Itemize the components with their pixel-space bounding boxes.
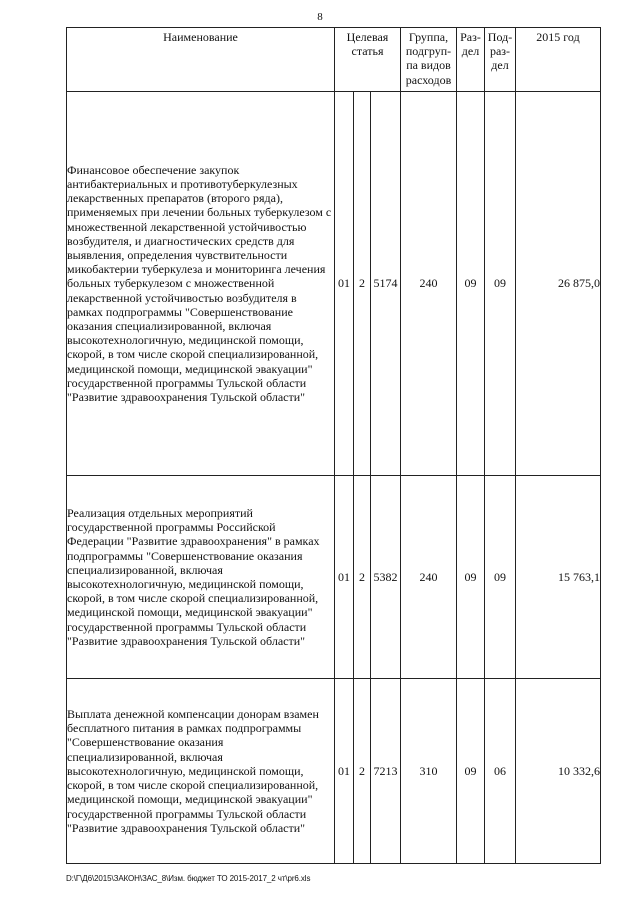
page-number: 8 bbox=[317, 11, 323, 23]
header-subsection: Под-раз-дел bbox=[485, 28, 516, 92]
row-subsection: 09 bbox=[485, 476, 516, 679]
table-row bbox=[67, 476, 601, 679]
row-section: 09 bbox=[457, 92, 485, 476]
row-target-part1: 01 bbox=[335, 92, 354, 476]
row-target-part2: 2 bbox=[354, 476, 371, 679]
row-target-part1: 01 bbox=[335, 476, 354, 679]
table-row bbox=[67, 92, 601, 476]
header-year: 2015 год bbox=[516, 28, 601, 92]
row-subsection: 09 bbox=[485, 92, 516, 476]
row-target-part1: 01 bbox=[335, 679, 354, 864]
row-target-part3: 7213 bbox=[371, 679, 401, 864]
row-group: 240 bbox=[401, 476, 457, 679]
file-path-footer: D:\Г\Д6\2015\ЗАКОН\ЗАС_8\Изм. бюджет ТО 2015-2017_2 чт\pr6.xls bbox=[66, 874, 311, 883]
budget-table bbox=[66, 27, 601, 864]
row-section: 09 bbox=[457, 476, 485, 679]
row-target-part3: 5382 bbox=[371, 476, 401, 679]
row-target-part2: 2 bbox=[354, 679, 371, 864]
header-name: Наименование bbox=[67, 28, 335, 92]
row-name: Выплата денежной компенсации донорам взамен бесплатного питания в рамках подпрограммы "Совершенствование оказания специализированной, включая высокотехнологичную, медицинской помощи, скорой, в том числе скорой специализированной, медицинской помощи, медицинской эвакуации" государственной программы Тульской области "Развитие здравоохранения Тульской области" bbox=[67, 679, 335, 864]
row-target-part2: 2 bbox=[354, 92, 371, 476]
row-amount: 26 875,0 bbox=[516, 92, 601, 476]
row-name: Реализация отдельных мероприятий государственной программы Российской Федерации "Развитие здравоохранения" в рамках подпрограммы "Совершенствование оказания специализированной, включая высокотехнологичную, медицинской помощи, скорой, в том числе скорой специализированной, медицинской помощи, медицинской эвакуации" государственной программы Тульской области "Развитие здравоохранения Тульской области" bbox=[67, 476, 335, 679]
row-name: Финансовое обеспечение закупок антибактериальных и противотуберкулезных лекарственных препаратов (второго ряда), применяемых при лечении больных туберкулезом с множественной лекарственной устойчивостью возбудителя, и диагностических средств для выявления, определения чувствительности микобактерии туберкулеза и мониторинга лечения больных туберкулезом с множественной лекарственной устойчивостью возбудителя в рамках подпрограммы "Совершенствование оказания специализированной, включая высокотехнологичную, медицинской помощи, скорой, в том числе скорой специализированной, медицинской помощи, медицинской эвакуации" государственной программы Тульской области "Развитие здравоохранения Тульской области" bbox=[67, 92, 335, 476]
row-group: 310 bbox=[401, 679, 457, 864]
row-target-part3: 5174 bbox=[371, 92, 401, 476]
header-target-article: Целевая статья bbox=[335, 28, 401, 92]
row-amount: 15 763,1 bbox=[516, 476, 601, 679]
row-group: 240 bbox=[401, 92, 457, 476]
table-row bbox=[67, 679, 601, 864]
header-row bbox=[67, 28, 601, 92]
row-subsection: 06 bbox=[485, 679, 516, 864]
header-section: Раз-дел bbox=[457, 28, 485, 92]
row-amount: 10 332,6 bbox=[516, 679, 601, 864]
header-group: Группа, подгруп-па видов расходов bbox=[401, 28, 457, 92]
row-section: 09 bbox=[457, 679, 485, 864]
